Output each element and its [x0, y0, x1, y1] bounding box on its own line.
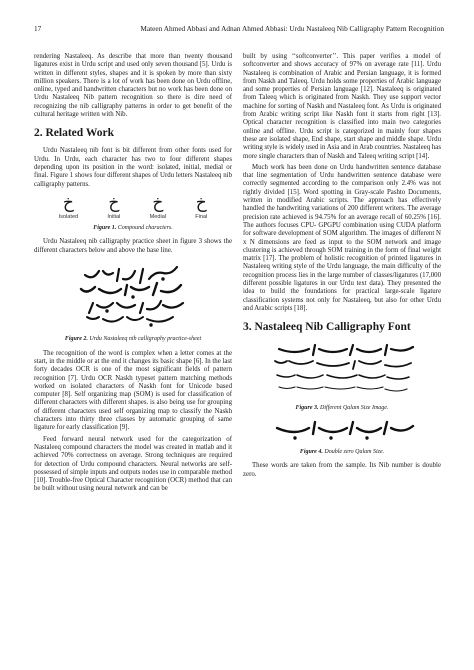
page-number: 17 [34, 24, 42, 33]
paragraph: Much work has been done on Urdu handwritten sentence database that line segmentation of Urdu handwritten sentence database were correctly segmented according to the comparison only 2.4% was not rightly divided [15]. Word spotting in Gray-scale Pashto Documents, written in modified Arabic scripts. The approach has effectively handled the handwriting variations of 200 different writers. The average precision rate achieved is 94.75% for an average recall of 60.25% [16]. The authors focuses CPU- GPGPU combination using CUDA platform for software development of SOM algorithm. The images of different N x N dimensions are feed as input to the SOM network and image clustering is achieved through SOM training in the form of final weight matrix [17]. The problem of holistic recognition of printed ligatures in Nastaleeq writing style of the Urdu language, the main difficulty of the recognition process lies in the large number of classes/ligatures (17,000 different possible ligatures in our Urdu text data). They presented the idea to build the foundations for practical large-scale ligature classification systems not only for Nastaleeq, but also for other Urdu and Arabic scripts [18]. [243, 163, 441, 312]
figure-2 [34, 259, 232, 344]
glyph-final [195, 193, 207, 221]
caption-label: Figure 3. [295, 404, 319, 411]
qalam-size-image [267, 341, 417, 397]
section-heading-related-work: 2. Related Work [34, 127, 114, 140]
figure-3 [243, 341, 441, 412]
figure-caption [34, 224, 232, 232]
figure-1 [34, 193, 232, 233]
glyph-char: خ [108, 192, 120, 213]
caption-text: Urdu Nastaleeq nib calligraphy practice-sheet [89, 336, 202, 343]
figure-caption [34, 335, 232, 343]
paragraph: These words are taken from the sample. Its Nib number is double zero. [243, 462, 441, 478]
section-heading-font: 3. Nastaleeq Nib Calligraphy Font [243, 321, 411, 334]
glyph-initial [107, 193, 120, 221]
glyph-label: Final [195, 213, 208, 220]
glyph-label: Initial [107, 213, 121, 220]
caption-text: Compound characters. [117, 225, 173, 232]
paragraph: The recognition of the word is complex when a letter comes at the start, in the middle or at the end it changes its basic shape [6]. In the last forty decades OCR is one of the most significant fields of pattern recognition [7]. Urdu OCR Naskh typeset pattern matching methods worked on isolated characters of Naskh font for Unicode based computer [8]. Self organizing map (SOM) is used for classification of different characters with different shapes. is also being use for grouping of different characters used self organizing map to classify the Naskh characters into thirty three classes by automatic grouping of same ligature for early classification [9]. [34, 349, 232, 432]
glyph-char: خ [62, 192, 74, 213]
caption-label: Figure 2. [64, 336, 88, 343]
paragraph: Urdu Nastaleeq nib font is bit different from other fonts used for Urdu. In Urdu, each character has two to four different shapes depending upon its position in the word: isolated, initial, medial or final. Figure 1 shows four different shapes of Urdu letters Nastaleeq nib calligraphy patterns. [34, 147, 232, 188]
compound-characters-figure [44, 193, 222, 221]
caption-text: Double zero Qalam Size. [324, 449, 385, 456]
running-title: Mateen Ahmed Abbasi and Adnan Ahmed Abbasi: Urdu Nastaleeq Nib Calligraphy Pattern Recognition [140, 24, 444, 33]
caption-text: Different Qalam Size Image. [320, 404, 389, 411]
right-column [243, 53, 441, 482]
figure-4 [243, 418, 441, 457]
left-column [34, 53, 232, 497]
caption-label: Figure 4. [299, 449, 323, 456]
glyph-char: خ [152, 192, 164, 213]
figure-caption [243, 404, 441, 412]
glyph-medial [150, 193, 166, 221]
glyph-char: خ [195, 192, 207, 213]
caption-label: Figure 1. [93, 225, 117, 232]
glyph-label: Medial [149, 213, 167, 220]
double-zero-qalam-image [267, 418, 417, 442]
glyph-label: Isolated [58, 213, 79, 220]
paragraph: built by using ‘‘softconverter’’. This paper verifies a model of softconverter and shows accuracy of 97% on average rate [11]. Urdu Nastaleeq is combination of Arabic and Persian language, it is formed from Naskh and Taleeq. Urdu holds some properties of Arabic language and some properties of Persian language [12]. Nastaleeq is originated from Taleeq which is originated from Naskh. They use support vector machine for sorting of Naskh and Nastaleeq font. As Urdu is originated from Arabic writing script like Naskh font it starts from right [13]. Optical character recognition is classified into main two categories online and offline. Urdu script is categorized in mainly four shapes these are isolated shape, End shape, start shape and middle shape. Urdu writing style is widely used in Asia and in Arab countries. Nastaleeq has more single characters than of Naskh and Taleeq writing script [14]. [243, 53, 441, 160]
calligraphy-practice-sheet-image [73, 259, 193, 329]
paragraph: Urdu Nastaleeq nib calligraphy practice sheet in figure 3 shows the different characters below and above the base line. [34, 238, 232, 254]
paragraph: Feed forward neural network used for the categorization of Nastaleeq compound characters the model was created in matlab and it achieved 70% correctness on average. Strong techniques are required for detection of Urdu compound characters. Neural networks are self-possessed of simple inputs and outputs nodes use in comparable method [10]. Trouble-free Optical Character recognition (OCR) method that can be built without using neural network and can be [34, 435, 232, 493]
figure-caption [243, 448, 441, 456]
glyph-isolated [59, 193, 79, 221]
paragraph: rendering Nastaleeq. As describe that more than twenty thousand ligatures exist in Urdu script and used only seven thousand [5]. Urdu is written in different styles, shapes and it is spoken by more than sixty million speakers. There is a lot of work has been done on Urdu offline, online, typed and handwritten characters but no work has been done on Urdu Nastaleeq Nib pattern recognition so there is dire need of recognizing the nib calligraphy patterns in order to get benefit of the cultural heritage written with Nib. [34, 53, 232, 119]
